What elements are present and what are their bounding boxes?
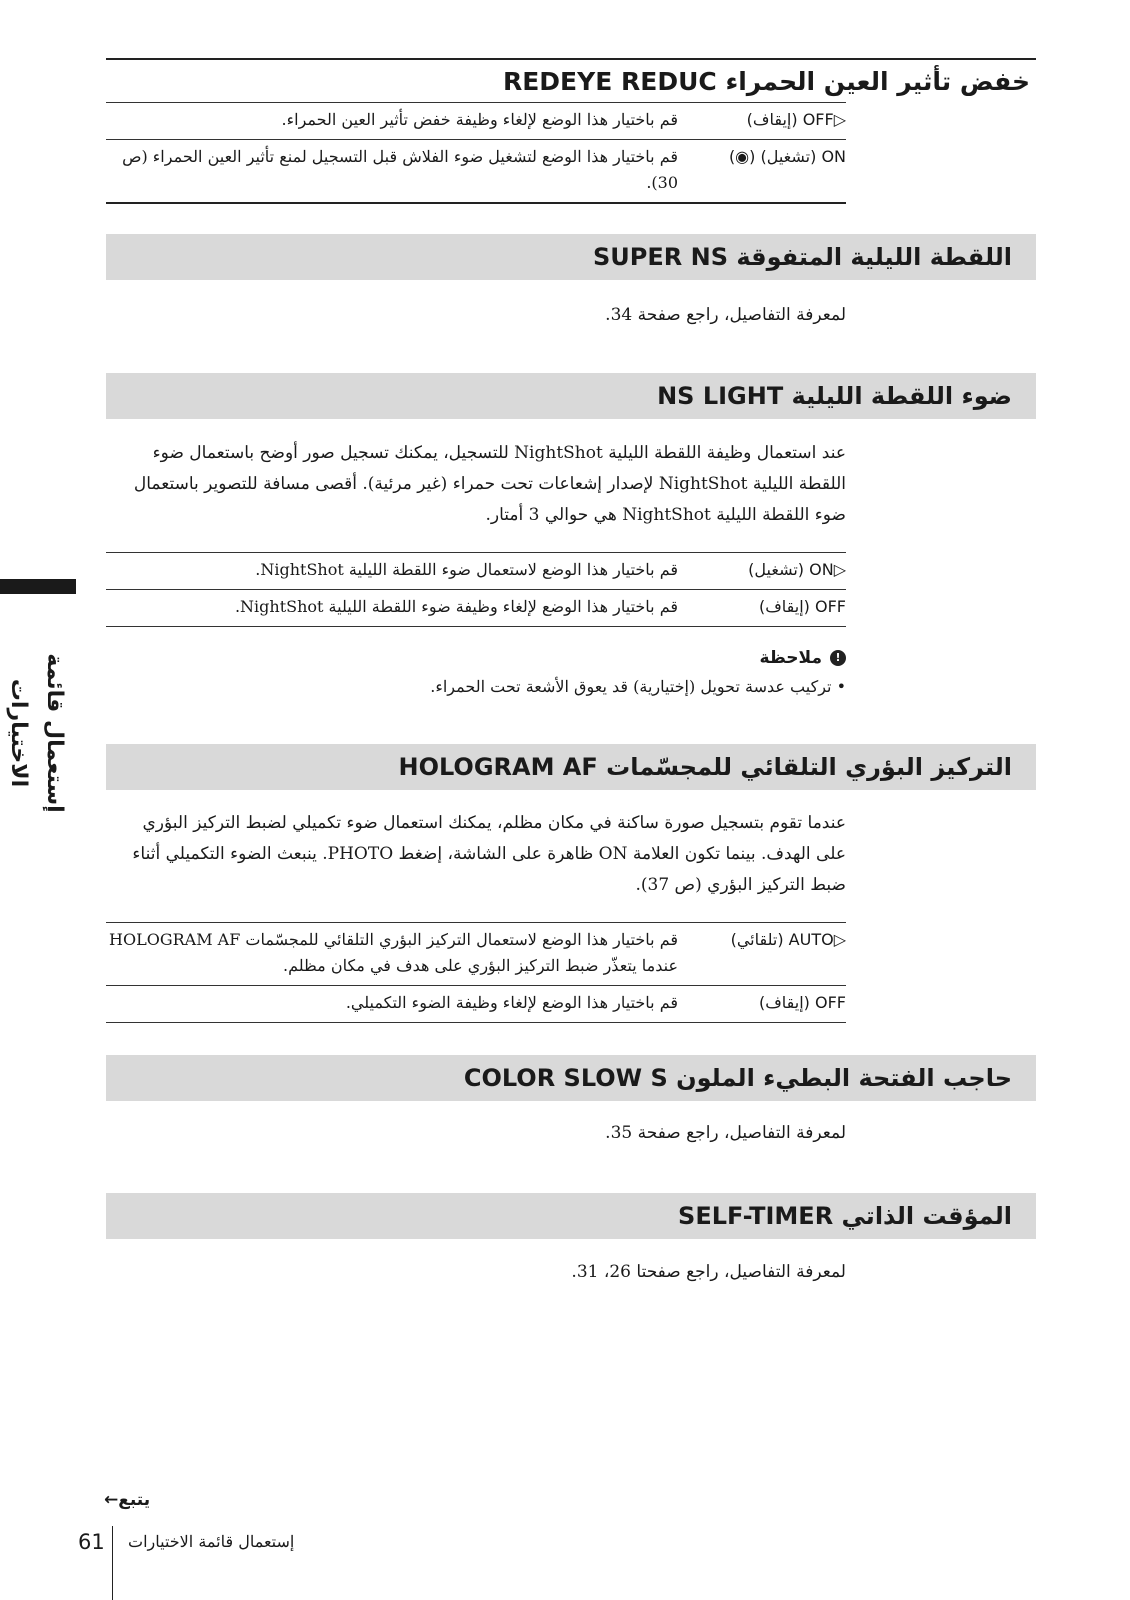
table-row	[106, 985, 846, 1023]
note-icon: !	[830, 650, 846, 666]
option-description: قم باختيار هذا الوضع لاستعمال ضوء اللقطة الليلية NightShot.	[255, 560, 678, 579]
option-label: ON (تشغيل) (◉)	[728, 147, 846, 166]
color-slow-text: لمعرفة التفاصيل، راجع صفحة 35.	[605, 1123, 846, 1143]
option-label: ▷AUTO (تلقائي)	[730, 930, 846, 949]
super-ns-text: لمعرفة التفاصيل، راجع صفحة 34.	[605, 305, 846, 325]
option-label: OFF (إيقاف)	[758, 993, 846, 1012]
note-text: • تركيب عدسة تحويل (إختيارية) قد يعوق الأشعة تحت الحمراء.	[430, 677, 846, 696]
section-title-self-timer: المؤقت الذاتي SELF-TIMER	[106, 1193, 1036, 1239]
option-description: قم باختيار هذا الوضع لإلغاء وظيفة ضوء اللقطة الليلية NightShot.	[234, 597, 678, 616]
redeye-options-table	[106, 102, 846, 204]
section-title-redeye: خفض تأثير العين الحمراء REDEYE REDUC	[502, 67, 1030, 96]
table-row	[106, 102, 846, 139]
footer-divider	[112, 1526, 113, 1600]
option-description: قم باختيار هذا الوضع لإلغاء وظيفة الضوء التكميلي.	[345, 993, 678, 1012]
side-tab-marker	[0, 579, 76, 594]
ns-light-text: عند استعمال وظيفة اللقطة الليلية NightShot للتسجيل، يمكنك تسجيل صور أوضح باستعمال ضوء اللقطة الليلية NightShot لإصدار إشعاعات تحت حمراء (غير مرئية). أقصى مسافة للتصوير باستعمال ضوء اللقطة الليلية NightShot هي حوالي 3 أمتار.	[133, 443, 846, 525]
option-description: قم باختيار هذا الوضع لتشغيل ضوء الفلاش قبل التسجيل لمنع تأثير العين الحمراء (ص 30).	[122, 147, 678, 192]
note-heading: !ملاحظة	[126, 645, 846, 671]
table-row	[106, 589, 846, 627]
top-rule	[106, 58, 1036, 60]
section-title-hologram-af: التركيز البؤري التلقائي للمجسّمات HOLOGRAM AF	[106, 744, 1036, 790]
section-title-color-slow-s: حاجب الفتحة البطيء الملون COLOR SLOW S	[106, 1055, 1036, 1101]
option-label: ▷ON (تشغيل)	[748, 560, 846, 579]
page-number: 61	[78, 1530, 105, 1554]
section-title-ns-light: ضوء اللقطة الليلية NS LIGHT	[106, 373, 1036, 419]
option-description: قم باختيار هذا الوضع لإلغاء وظيفة خفض تأثير العين الحمراء.	[281, 110, 678, 129]
table-row	[106, 552, 846, 589]
table-row	[106, 922, 846, 985]
footer-title: إستعمال قائمة الاختيارات	[128, 1532, 295, 1551]
side-tab	[6, 608, 74, 858]
option-label: ▷OFF (إيقاف)	[746, 110, 846, 129]
hologram-options-table	[106, 922, 846, 1023]
ns-light-options-table	[106, 552, 846, 627]
side-tab-label: إستعمال قائمة الاختيارات	[6, 653, 67, 813]
hologram-text: عندما تقوم بتسجيل صورة ساكنة في مكان مظلم، يمكنك استعمال ضوء تكميلي لضبط التركيز البؤري على الهدف. بينما تكون العلامة ON ظاهرة على الشاشة، إضغط PHOTO. ينبعث الضوء التكميلي أثناء ضبط التركيز البؤري (ص 37).	[132, 813, 846, 895]
table-row	[106, 139, 846, 204]
option-label: OFF (إيقاف)	[758, 597, 846, 616]
continued-indicator: يتبع←	[104, 1490, 151, 1510]
self-timer-text: لمعرفة التفاصيل، راجع صفحتا 26، 31.	[571, 1262, 846, 1282]
option-description: قم باختيار هذا الوضع لاستعمال التركيز البؤري التلقائي للمجسّمات HOLOGRAM AF عندما يتعذّر ضبط التركيز البؤري على هدف في مكان مظلم.	[109, 930, 678, 975]
section-title-super-ns: اللقطة الليلية المتفوقة SUPER NS	[106, 234, 1036, 280]
